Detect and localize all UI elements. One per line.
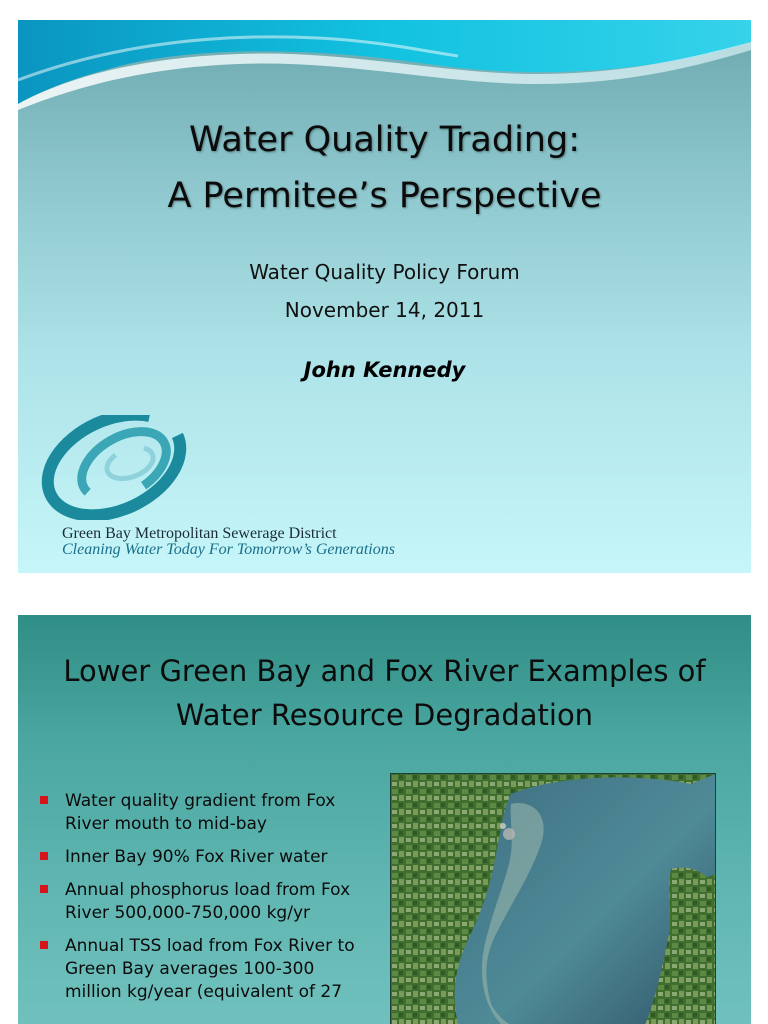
square-bullet-icon — [40, 796, 48, 804]
square-bullet-icon — [40, 885, 48, 893]
bullet-item: Water quality gradient from Fox River mouth to mid-bay — [40, 790, 380, 836]
presentation-date: November 14, 2011 — [284, 298, 485, 322]
slide-title-line1: Water Quality Trading: — [189, 120, 580, 160]
slide-title — [18, 112, 751, 224]
slide-title-line2: Water Resource Degradation — [175, 698, 594, 732]
bullet-item: Inner Bay 90% Fox River water — [40, 846, 380, 869]
author-name: John Kennedy — [303, 358, 466, 382]
organization-tagline: Cleaning Water Today For Tomorrow’s Generations — [62, 541, 395, 558]
slide-title-line1: Lower Green Bay and Fox River Examples of — [63, 654, 706, 688]
title-slide — [18, 20, 751, 573]
bullet-item: Annual TSS load from Fox River to Green Bay averages 100-300 million kg/year (equivalent of 27 — [40, 935, 380, 1004]
wave-banner-icon — [18, 20, 751, 110]
bullet-list — [40, 790, 380, 1014]
satellite-map-green-bay-icon — [390, 773, 716, 1024]
bullet-item: Annual phosphorus load from Fox River 500,000-750,000 kg/yr — [40, 879, 380, 925]
content-slide — [18, 615, 751, 1024]
square-bullet-icon — [40, 852, 48, 860]
swirl-logo-icon — [38, 415, 188, 520]
square-bullet-icon — [40, 941, 48, 949]
forum-name: Water Quality Policy Forum — [249, 260, 520, 284]
slide-title-line2: A Permitee’s Perspective — [167, 176, 602, 216]
slide-title — [18, 649, 751, 737]
organization-name: Green Bay Metropolitan Sewerage District — [62, 525, 337, 542]
